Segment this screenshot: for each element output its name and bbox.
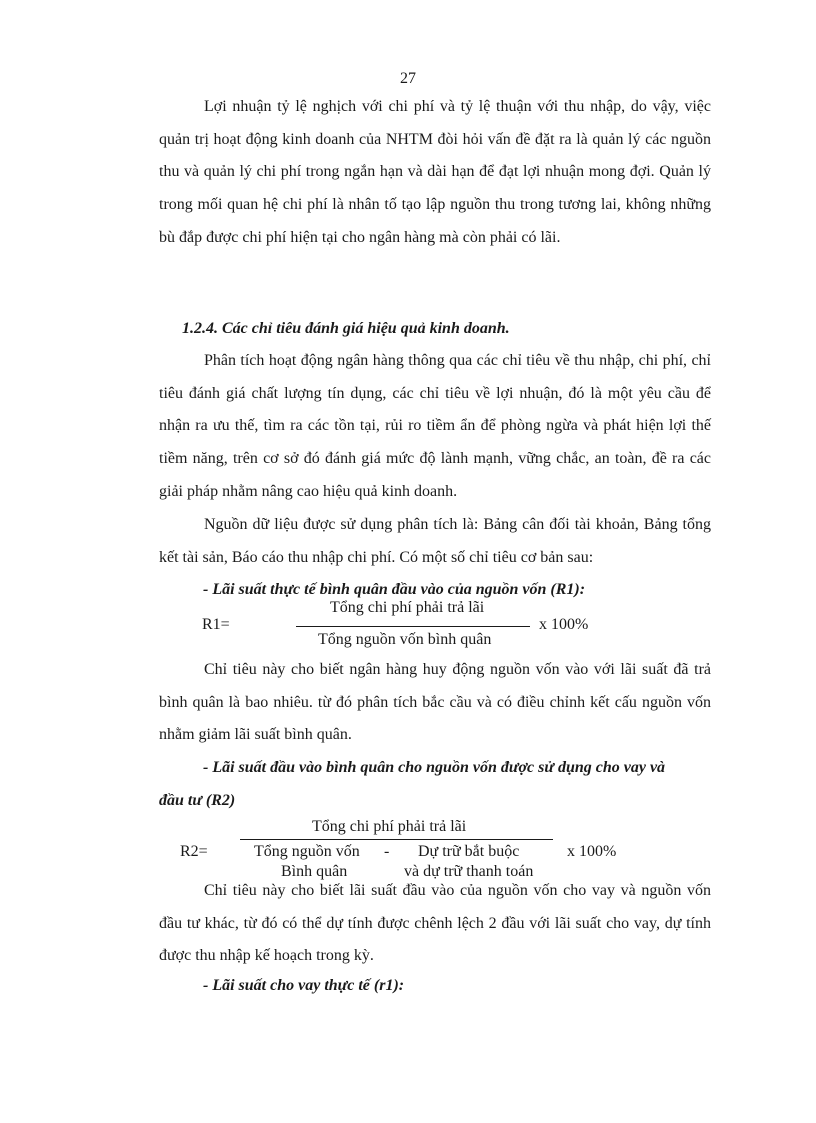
formula-r2-minus: - xyxy=(384,843,390,860)
formula-r2-denominator-left-2: Bình quân xyxy=(281,863,348,880)
formula-r2-denominator-right-1: Dự trữ bắt buộc xyxy=(418,843,520,860)
page-number: 27 xyxy=(400,70,416,87)
heading-lending-rate-r1: - Lãi suất cho vay thực tế (r1): xyxy=(203,977,405,994)
heading-r2-line1: - Lãi suất đầu vào bình quân cho nguồn vốn được sử dụng cho vay và xyxy=(203,759,666,776)
paragraph-profit-management: Lợi nhuận tỷ lệ nghịch với chi phí và tỷ lệ thuận với thu nhập, do vậy, việc quản trị hoạt động kinh doanh của NHTM đòi hỏi vấn đề đặt ra là quản lý các nguồn thu và quản lý chi phí trong ngắn hạn và dài hạn để đạt lợi nhuận mong đợi. Quản lý trong mối quan hệ chi phí là nhân tố tạo lập nguồn thu trong tương lai, không những bù đắp được chi phí hiện tại cho ngân hàng mà còn phải có lãi. xyxy=(159,98,711,246)
formula-r2-label: R2= xyxy=(180,843,208,860)
paragraph-data-sources: Nguồn dữ liệu được sử dụng phân tích là: Bảng cân đối tài khoản, Bảng tổng kết tài sản, Báo cáo thu nhập chi phí. Có một số chỉ tiêu cơ bản sau: xyxy=(159,516,711,566)
formula-r2-denominator-right-2: và dự trữ thanh toán xyxy=(404,863,534,880)
formula-r1-multiplier: x 100% xyxy=(539,616,589,633)
formula-r1-numerator: Tổng chi phí phải trả lãi xyxy=(330,599,485,616)
formula-r2-numerator: Tổng chi phí phải trả lãi xyxy=(312,818,467,835)
formula-r2-fraction-bar xyxy=(240,839,553,840)
formula-r2-denominator-left-1: Tổng nguồn vốn xyxy=(254,843,360,860)
heading-r1: - Lãi suất thực tế bình quân đầu vào của nguồn vốn (R1): xyxy=(203,581,586,598)
paragraph-r2-explanation: Chỉ tiêu này cho biết lãi suất đầu vào của nguồn vốn cho vay và nguồn vốn đầu tư khác, từ đó có thể dự tính được chênh lệch 2 đầu với lãi suất cho vay, dự tính được thu nhập kế hoạch trong kỳ. xyxy=(159,882,711,965)
formula-r1-denominator: Tổng nguồn vốn bình quân xyxy=(318,631,492,648)
formula-r1-fraction-bar xyxy=(296,626,530,627)
paragraph-analysis: Phân tích hoạt động ngân hàng thông qua các chỉ tiêu về thu nhập, chi phí, chỉ tiêu đánh giá chất lượng tín dụng, các chỉ tiêu về lợi nhuận, đó là một yêu cầu để nhận ra ưu thế, tìm ra các tồn tại, rủi ro tiềm ẩn để phòng ngừa và phát hiện lợi thế tiềm năng, trên cơ sở đó đánh giá mức độ lành mạnh, vững chắc, an toàn, đề ra các giải pháp nhằm nâng cao hiệu quả kinh doanh. xyxy=(159,352,711,500)
formula-r2-multiplier: x 100% xyxy=(567,843,617,860)
paragraph-r1-explanation: Chỉ tiêu này cho biết ngân hàng huy động nguồn vốn vào với lãi suất đã trả bình quân là bao nhiêu. từ đó phân tích bắc cầu và có điều chỉnh kết cấu nguồn vốn nhằm giảm lãi suất bình quân. xyxy=(159,661,711,744)
heading-r2-line2: đầu tư (R2) xyxy=(159,792,236,809)
section-heading: 1.2.4. Các chỉ tiêu đánh giá hiệu quả kinh doanh. xyxy=(182,320,510,337)
formula-r1-label: R1= xyxy=(202,616,230,633)
